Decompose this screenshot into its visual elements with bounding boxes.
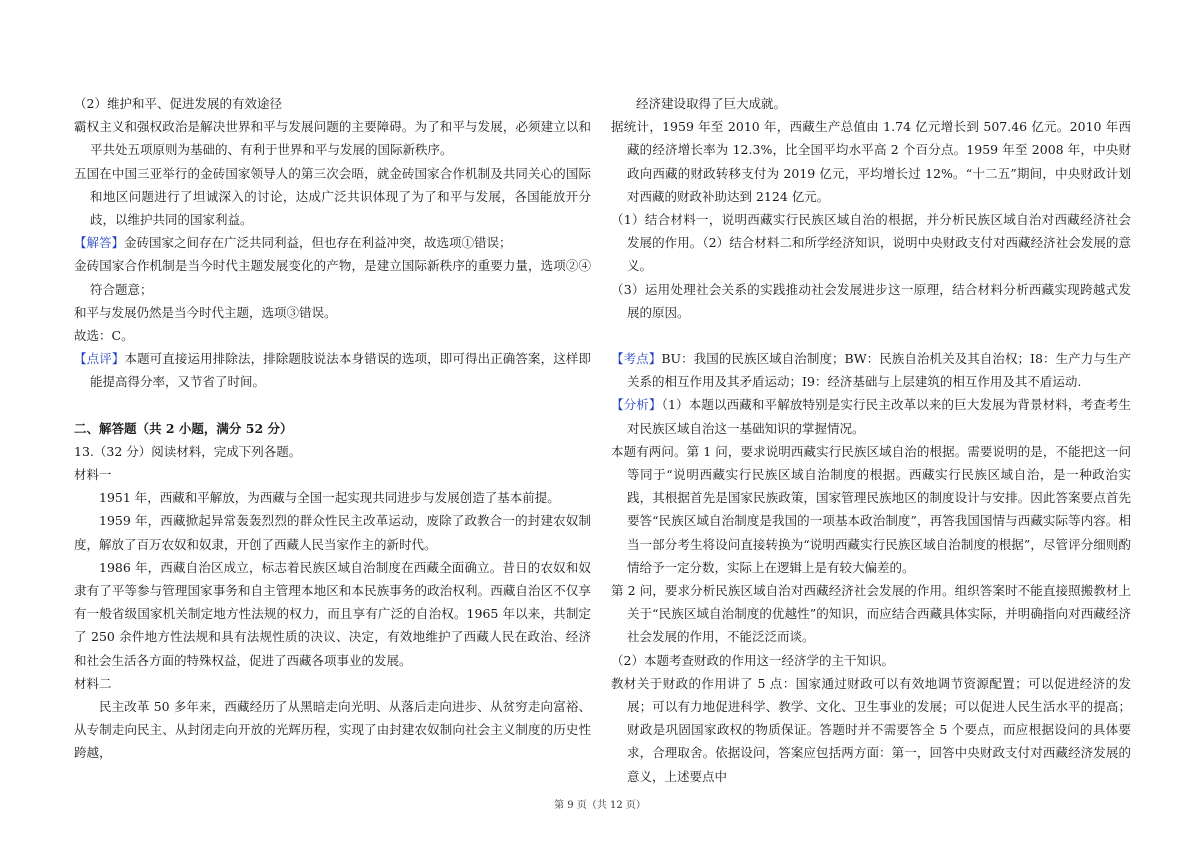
paragraph: 教材关于财政的作用讲了 5 点：国家通过财政可以有效地调节资源配置；可以促进经济的发展；可以有力地促进科学、教学、文化、卫生事业的发展；可以促进人民生活水平的提高；财政是巩固国家政权的物质保证。答题时并不需要答全 5 个要点，而应根据设问的具体要求，合理取舍。依据设问，答案应包括两方面：第一，回答中央财政支付对西藏经济发展的意义，上述要点中 <box>611 675 1131 784</box>
comment-tag: 【点评】 <box>74 351 125 367</box>
answer-tag: 【解答】 <box>74 235 125 251</box>
paragraph: （2）本题考查财政的作用这一经济学的主干知识。 <box>611 652 894 668</box>
page-number: 第 9 页（共 12 页） <box>554 800 646 811</box>
knowledge-tag: 【考点】 <box>611 351 662 367</box>
section-heading: 二、解答题（共 2 小题，满分 52 分） <box>74 420 293 436</box>
analysis-text: （1）本题以西藏和平解放特别是实行民主改革以来的巨大发展为背景材料，考查考生对民族区域自治这一基础知识的掌握情况。 <box>627 397 1131 436</box>
paragraph: 1951 年，西藏和平解放，为西藏与全国一起实现共同进步与发展创造了基本前提。 <box>99 490 560 506</box>
paragraph: 金砖国家合作机制是当今时代主题发展变化的产物，是建立国际新秩序的重要力量，选项②④符合题意； <box>74 258 591 297</box>
paragraph: 1959 年，西藏掀起异常轰轰烈烈的群众性民主改革运动，废除了政教合一的封建农奴制度，解放了百万农奴和奴隶，开创了西藏人民当家作主的新时代。 <box>74 513 591 552</box>
paragraph: 1986 年，西藏自治区成立，标志着民族区域自治制度在西藏全面确立。昔日的农奴和奴隶有了平等参与管理国家事务和自主管理本地区和本民族事务的政治权利。西藏自治区不仅享有一般省级国家机关制定地方性法规的权力，而且享有广泛的自治权。1965 年以来，共制定了 250 余件地方性法规和具有法规性质的决议、决定，有效地维护了西藏人民在政治、经济和社会生活各方面的特殊权益，促进了西藏各项事业的发展。 <box>74 559 591 668</box>
paragraph: 故选：C。 <box>74 328 134 344</box>
paragraph: 据统计，1959 年至 2010 年，西藏生产总值由 1.74 亿元增长到 507.46 亿元。2010 年西藏的经济增长率为 12.3%，比全国平均水平高 2 个百分点。1959 年至 2008 年，中央财政向西藏的财政转移支付为 2019 亿元，平均增长过 12%。“十二五”期间，中央财政计划对西藏的财政补助达到 2124 亿元。 <box>611 119 1131 204</box>
paragraph: 第 2 问，要求分析民族区域自治对西藏经济社会发展的作用。组织答案时不能直接照搬教材上关于“民族区域自治制度的优越性”的知识，而应结合西藏具体实际，并明确指向对西藏经济社会发展的作用，不能泛泛而谈。 <box>611 583 1131 645</box>
analysis-paragraph <box>611 393 1131 439</box>
paragraph: 民主改革 50 多年来，西藏经历了从黑暗走向光明、从落后走向进步、从贫穷走向富裕、从专制走向民主、从封闭走向开放的光辉历程，实现了由封建农奴制向社会主义制度的历史性跨越， <box>74 699 591 761</box>
material-label: 材料一 <box>74 467 112 483</box>
knowledge-paragraph <box>611 347 1131 393</box>
comment-text: 本题可直接运用排除法，排除题肢说法本身错误的选项，即可得出正确答案，这样即能提高得分率，又节省了时间。 <box>90 351 591 390</box>
material-label: 材料二 <box>74 675 112 691</box>
right-column <box>611 92 1131 788</box>
answer-text: 金砖国家之间存在广泛共同利益，但也存在利益冲突，故选项①错误； <box>124 235 512 251</box>
subheading: （2）维护和平、促进发展的有效途径 <box>74 96 282 111</box>
paragraph: 和平与发展仍然是当今时代主题，选项③错误。 <box>74 304 337 320</box>
paragraph: 霸权主义和强权政治是解决世界和平与发展问题的主要障碍。为了和平与发展，必须建立以和平共处五项原则为基础的、有利于世界和平与发展的国际新秩序。 <box>74 119 591 158</box>
left-column <box>74 92 591 765</box>
paragraph: 本题有两问。第 1 问，要求说明西藏实行民族区域自治的根据。需要说明的是，不能把这一问等同于“说明西藏实行民族区域自治制度的根据。西藏实行民族区域自治，是一种政治实践，其根据首先是国家民族政策，国家管理民族地区的制度设计与安排。因此答案要点首先要答“民族区域自治制度是我国的一项基本政治制度”，再答我国国情与西藏实际等内容。相当一部分考生将设问直接转换为“说明西藏实行民族区域自治制度的根据”，尽管评分细则酌情给予一定分数，实际上在逻辑上是有较大偏差的。 <box>611 443 1131 575</box>
analysis-tag: 【分析】 <box>611 397 662 413</box>
question-title: 13.（32 分）阅读材料，完成下列各题。 <box>74 443 302 459</box>
knowledge-text: BU：我国的民族区域自治制度；BW：民族自治机关及其自治权；I8：生产力与生产关系的相互作用及其矛盾运动；I9：经济基础与上层建筑的相互作用及其不盾运动. <box>627 351 1131 390</box>
question-part: （3）运用处理社会关系的实践推动社会发展进步这一原理，结合材料分析西藏实现跨越式发展的原因。 <box>611 281 1131 320</box>
comment-paragraph <box>74 347 591 393</box>
question-part: （1）结合材料一，说明西藏实行民族区域自治的根据，并分析民族区域自治对西藏经济社会发展的作用。（2）结合材料二和所学经济知识，说明中央财政支付对西藏经济社会发展的意义。 <box>611 212 1131 274</box>
paragraph: 五国在中国三亚举行的金砖国家领导人的第三次会晤，就金砖国家合作机制及共同关心的国际和地区问题进行了坦诚深入的讨论，达成广泛共识体现了为了和平与发展，各国能放开分歧，以维护共同的国家利益。 <box>74 165 591 228</box>
paragraph: 经济建设取得了巨大成就。 <box>636 96 787 111</box>
answer-paragraph <box>74 231 591 254</box>
